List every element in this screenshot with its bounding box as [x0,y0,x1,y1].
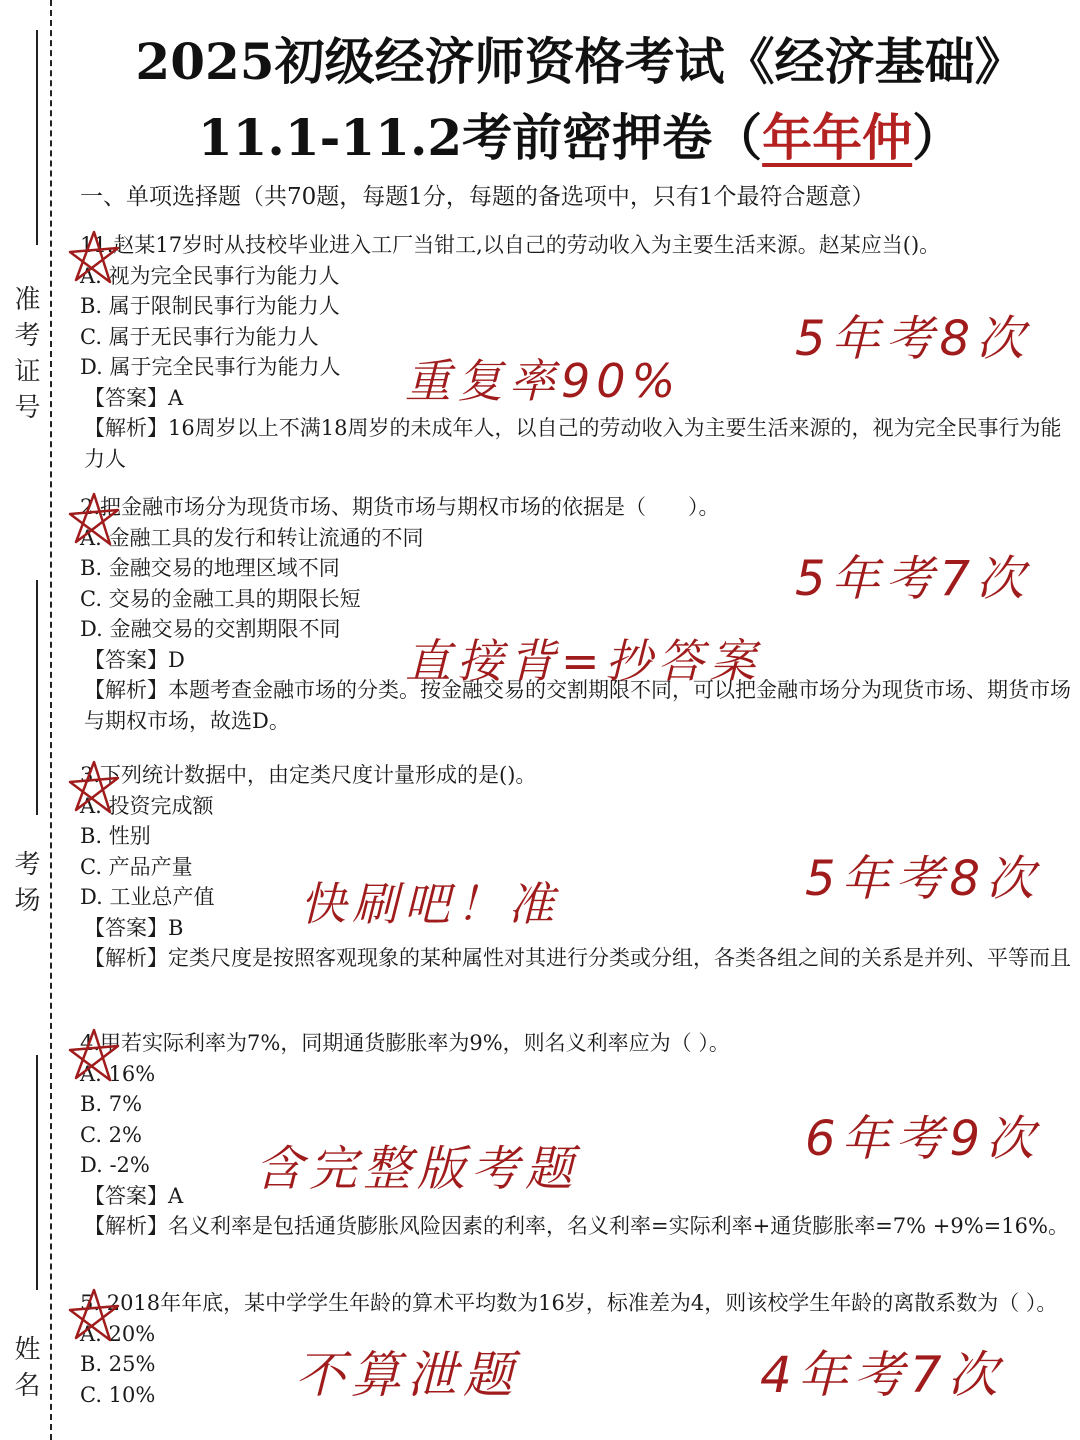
option: C. 2% [80,1122,142,1147]
star-mark-icon [62,488,126,548]
frequency-note: 6年考9次 [805,1111,1041,1167]
star-mark-icon [62,226,126,286]
question-stem: 5. 2018年年底，某中学学生年龄的算术平均数为16岁，标准差为4，则该校学生年龄的离散系数为（ ）。 [80,1291,1058,1315]
margin-rule [36,1055,38,1290]
option: A. 金融工具的发行和转让流通的不同 [80,525,424,550]
star-mark-icon [62,1024,126,1084]
analysis: 【解析】定类尺度是按照客观现象的某种属性对其进行分类或分组，各类各组之间的关系是并列、平等而且 [84,946,1071,970]
option: A. 20% [80,1321,156,1346]
section-heading: 一、单项选择题（共70题，每题1分，每题的备选项中，只有1个最符合题意） [80,184,875,210]
option: A. 视为完全民事行为能力人 [80,263,340,288]
page-title: 2025初级经济师资格考试《经济基础》 [135,32,1025,91]
answer: 【答案】B [84,915,184,940]
question-block [80,492,1075,736]
page-subtitle: 11.1-11.2考前密押卷（年年仲） [197,108,963,167]
binding-margin [0,0,60,1440]
answer: 【答案】D [84,647,185,672]
question-stem: 11.赵某17岁时从技校毕业进入工厂当钳工,以自己的劳动收入为主要生活来源。赵某应当()。 [80,233,941,257]
frequency-note: 5年考8次 [805,851,1041,907]
star-mark-icon [62,756,126,816]
option: D. 工业总产值 [80,885,215,909]
handwritten-note: 直接背=抄答案 [405,634,762,688]
frequency-note: 5年考7次 [795,551,1031,607]
option: C. 产品产量 [80,854,193,879]
option: D. -2% [80,1153,150,1177]
question-stem: 3.下列统计数据中，由定类尺度计量形成的是()。 [80,763,537,787]
option: B. 7% [80,1092,143,1116]
option: B. 25% [80,1352,156,1376]
margin-rule [36,30,38,245]
answer: 【答案】A [84,385,184,410]
analysis: 【解析】16周岁以上不满18周岁的未成年人，以自己的劳动收入为主要生活来源的，视为完全民事行为能力人 [84,416,1062,471]
option: C. 10% [80,1382,156,1407]
option: B. 属于限制民事行为能力人 [80,294,340,318]
exam-room-label: 考场 [10,850,40,922]
margin-rule [36,580,38,815]
question-stem: 2.把金融市场分为现货市场、期货市场与期权市场的依据是（ ）。 [80,495,720,519]
question-stem: 4.甲若实际利率为7%，同期通货膨胀率为9%，则名义利率应为（ ）。 [80,1031,730,1055]
frequency-note: 4年考7次 [760,1346,1004,1404]
option: C. 属于无民事行为能力人 [80,324,319,349]
option: A. 投资完成额 [80,793,214,818]
option: C. 交易的金融工具的期限长短 [80,586,361,611]
handwritten-note: 不算泄题 [295,1346,519,1404]
option: D. 属于完全民事行为能力人 [80,355,341,379]
option: B. 金融交易的地理区域不同 [80,556,340,580]
handwritten-note: 含完整版考题 [255,1141,580,1197]
option: D. 金融交易的交割期限不同 [80,617,341,641]
exam-number-label: 准考证号 [10,285,40,429]
highlight-brand: 年年仲 [762,108,913,167]
answer: 【答案】A [84,1183,184,1208]
analysis: 【解析】本题考查金融市场的分类。按金融交易的交割期限不同，可以把金融市场分为现货市场、期货市场与期权市场，故选D。 [84,678,1071,733]
handwritten-note: 重复率90% [405,354,682,408]
cut-line [50,0,52,1440]
analysis: 【解析】名义利率是包括通货膨胀风险因素的利率，名义利率=实际利率+通货膨胀率=7% +9%=16%。 [84,1214,1069,1238]
option: A. 16% [80,1061,156,1086]
frequency-note: 5年考8次 [795,311,1031,367]
star-mark-icon [62,1284,126,1344]
name-label: 姓名 [10,1335,40,1407]
option: B. 性别 [80,824,151,848]
handwritten-note: 快刷吧！准 [300,877,560,931]
